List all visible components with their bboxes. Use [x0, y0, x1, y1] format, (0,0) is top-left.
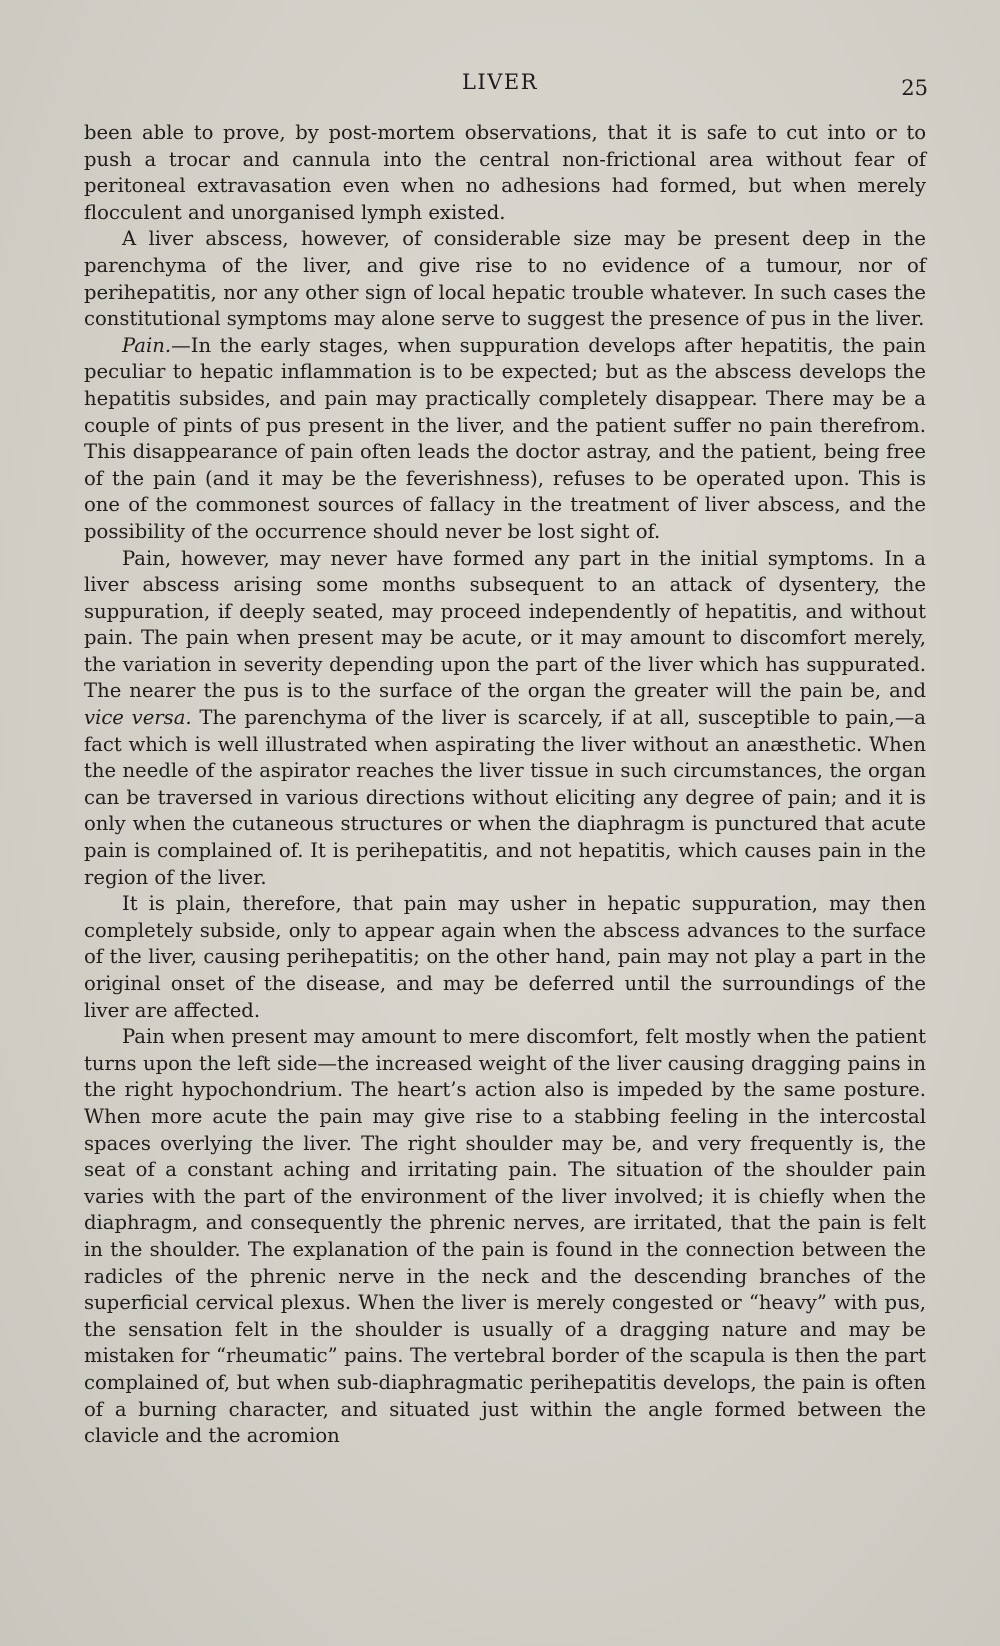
italic-phrase: vice versa. [84, 706, 192, 730]
paragraph-text: It is plain, therefore, that pain may usher in hepatic suppuration, may then completely subside, only to appear again when the abscess advances to the surface of the liver, causing perihepatitis; on the other hand, pain may not play a part in the original onset of the disease, and may be deferred until the surroundings of the liver are affected. [84, 892, 926, 1022]
paragraph-text-after: The parenchyma of the liver is scarcely, if at all, susceptible to pain,—a fact which is well illustrated when aspirating the liver without an anæsthetic. When the needle of the aspirator reaches the liver tissue in such circumstances, the organ can be traversed in various directions without eliciting any degree of pain; and it is only when the cutaneous structures or when the diaphragm is punctured that acute pain is complained of. It is perihepatitis, and not hepatitis, which causes pain in the region of the liver. [84, 706, 926, 889]
running-title: LIVER [461, 70, 539, 94]
paragraph-pain-present [84, 1024, 926, 1450]
paragraph-text: A liver abscess, however, of considerable size may be present deep in the parenchyma of the liver, and give rise to no evidence of a tumour, nor of perihepatitis, nor any other sign of local hepatic trouble whatever. In such cases the constitutional symptoms may alone serve to suggest the presence of pus in the liver. [84, 227, 926, 331]
page-number: 25 [901, 76, 928, 100]
paragraph-plain-therefore [84, 891, 926, 1024]
running-head [0, 68, 1000, 108]
paragraph-text: —In the early stages, when suppuration develops after hepatitis, the pain peculiar to hepatic inflammation is to be expected; but as the abscess develops the hepatitis subsides, and pain may practically completely disappear. There may be a couple of pints of pus present in the liver, and the patient suffer no pain therefrom. This disappearance of pain often leads the doctor astray, and the patient, being free of the pain (and it may be the feverishness), refuses to be operated upon. This is one of the commonest sources of fallacy in the treatment of liver abscess, and the possibility of the occurrence should never be lost sight of. [84, 333, 926, 543]
paragraph-liver-abscess [84, 226, 926, 332]
section-lead-pain: Pain. [122, 333, 172, 357]
paragraph-text: been able to prove, by post-mortem observations, that it is safe to cut into or to push a trocar and cannula into the central non-frictional area without fear of peritoneal extravasation even when no adhesions had formed, but when merely flocculent and unorganised lymph existed. [84, 121, 926, 224]
paragraph-pain-heading [84, 333, 926, 546]
paragraph-pain-initial [84, 546, 926, 892]
paragraph-text: Pain when present may amount to mere discomfort, felt mostly when the patient turns upon the left side—the increased weight of the liver causing dragging pains in the right hypochondrium. The heart’s action also is impeded by the same posture. When more acute the pain may give rise to a stabbing feeling in the intercostal spaces overlying the liver. The right shoulder may be, and very frequently is, the seat of a constant aching and irritating pain. The situation of the shoulder pain varies with the part of the environment of the liver involved; it is chiefly when the diaphragm, and consequently the phrenic nerves, are irritated, that the pain is felt in the shoulder. The explanation of the pain is found in the connection between the radicles of the phrenic nerve in the neck and the descending branches of the superficial cervical plexus. When the liver is merely congested or “heavy” with pus, the sensation felt in the shoulder is usually of a dragging nature and may be mistaken for “rheumatic” pains. The vertebral border of the scapula is then the part complained of, but when sub-diaphragmatic perihepatitis develops, the pain is often of a burning character, and situated just within the angle formed between the clavicle and the acromion [84, 1025, 926, 1448]
paragraph-text-before: Pain, however, may never have formed any part in the initial symptoms. In a liver abscess arising some months subsequent to an attack of dysentery, the suppuration, if deeply seated, may proceed independently of hepatitis, and without pain. The pain when present may be acute, or it may amount to discomfort merely, the variation in severity depending upon the part of the liver which has suppurated. The nearer the pus is to the surface of the organ the greater will the pain be, and [84, 546, 926, 703]
body-text [84, 120, 926, 1450]
paragraph-continuation [84, 120, 926, 226]
